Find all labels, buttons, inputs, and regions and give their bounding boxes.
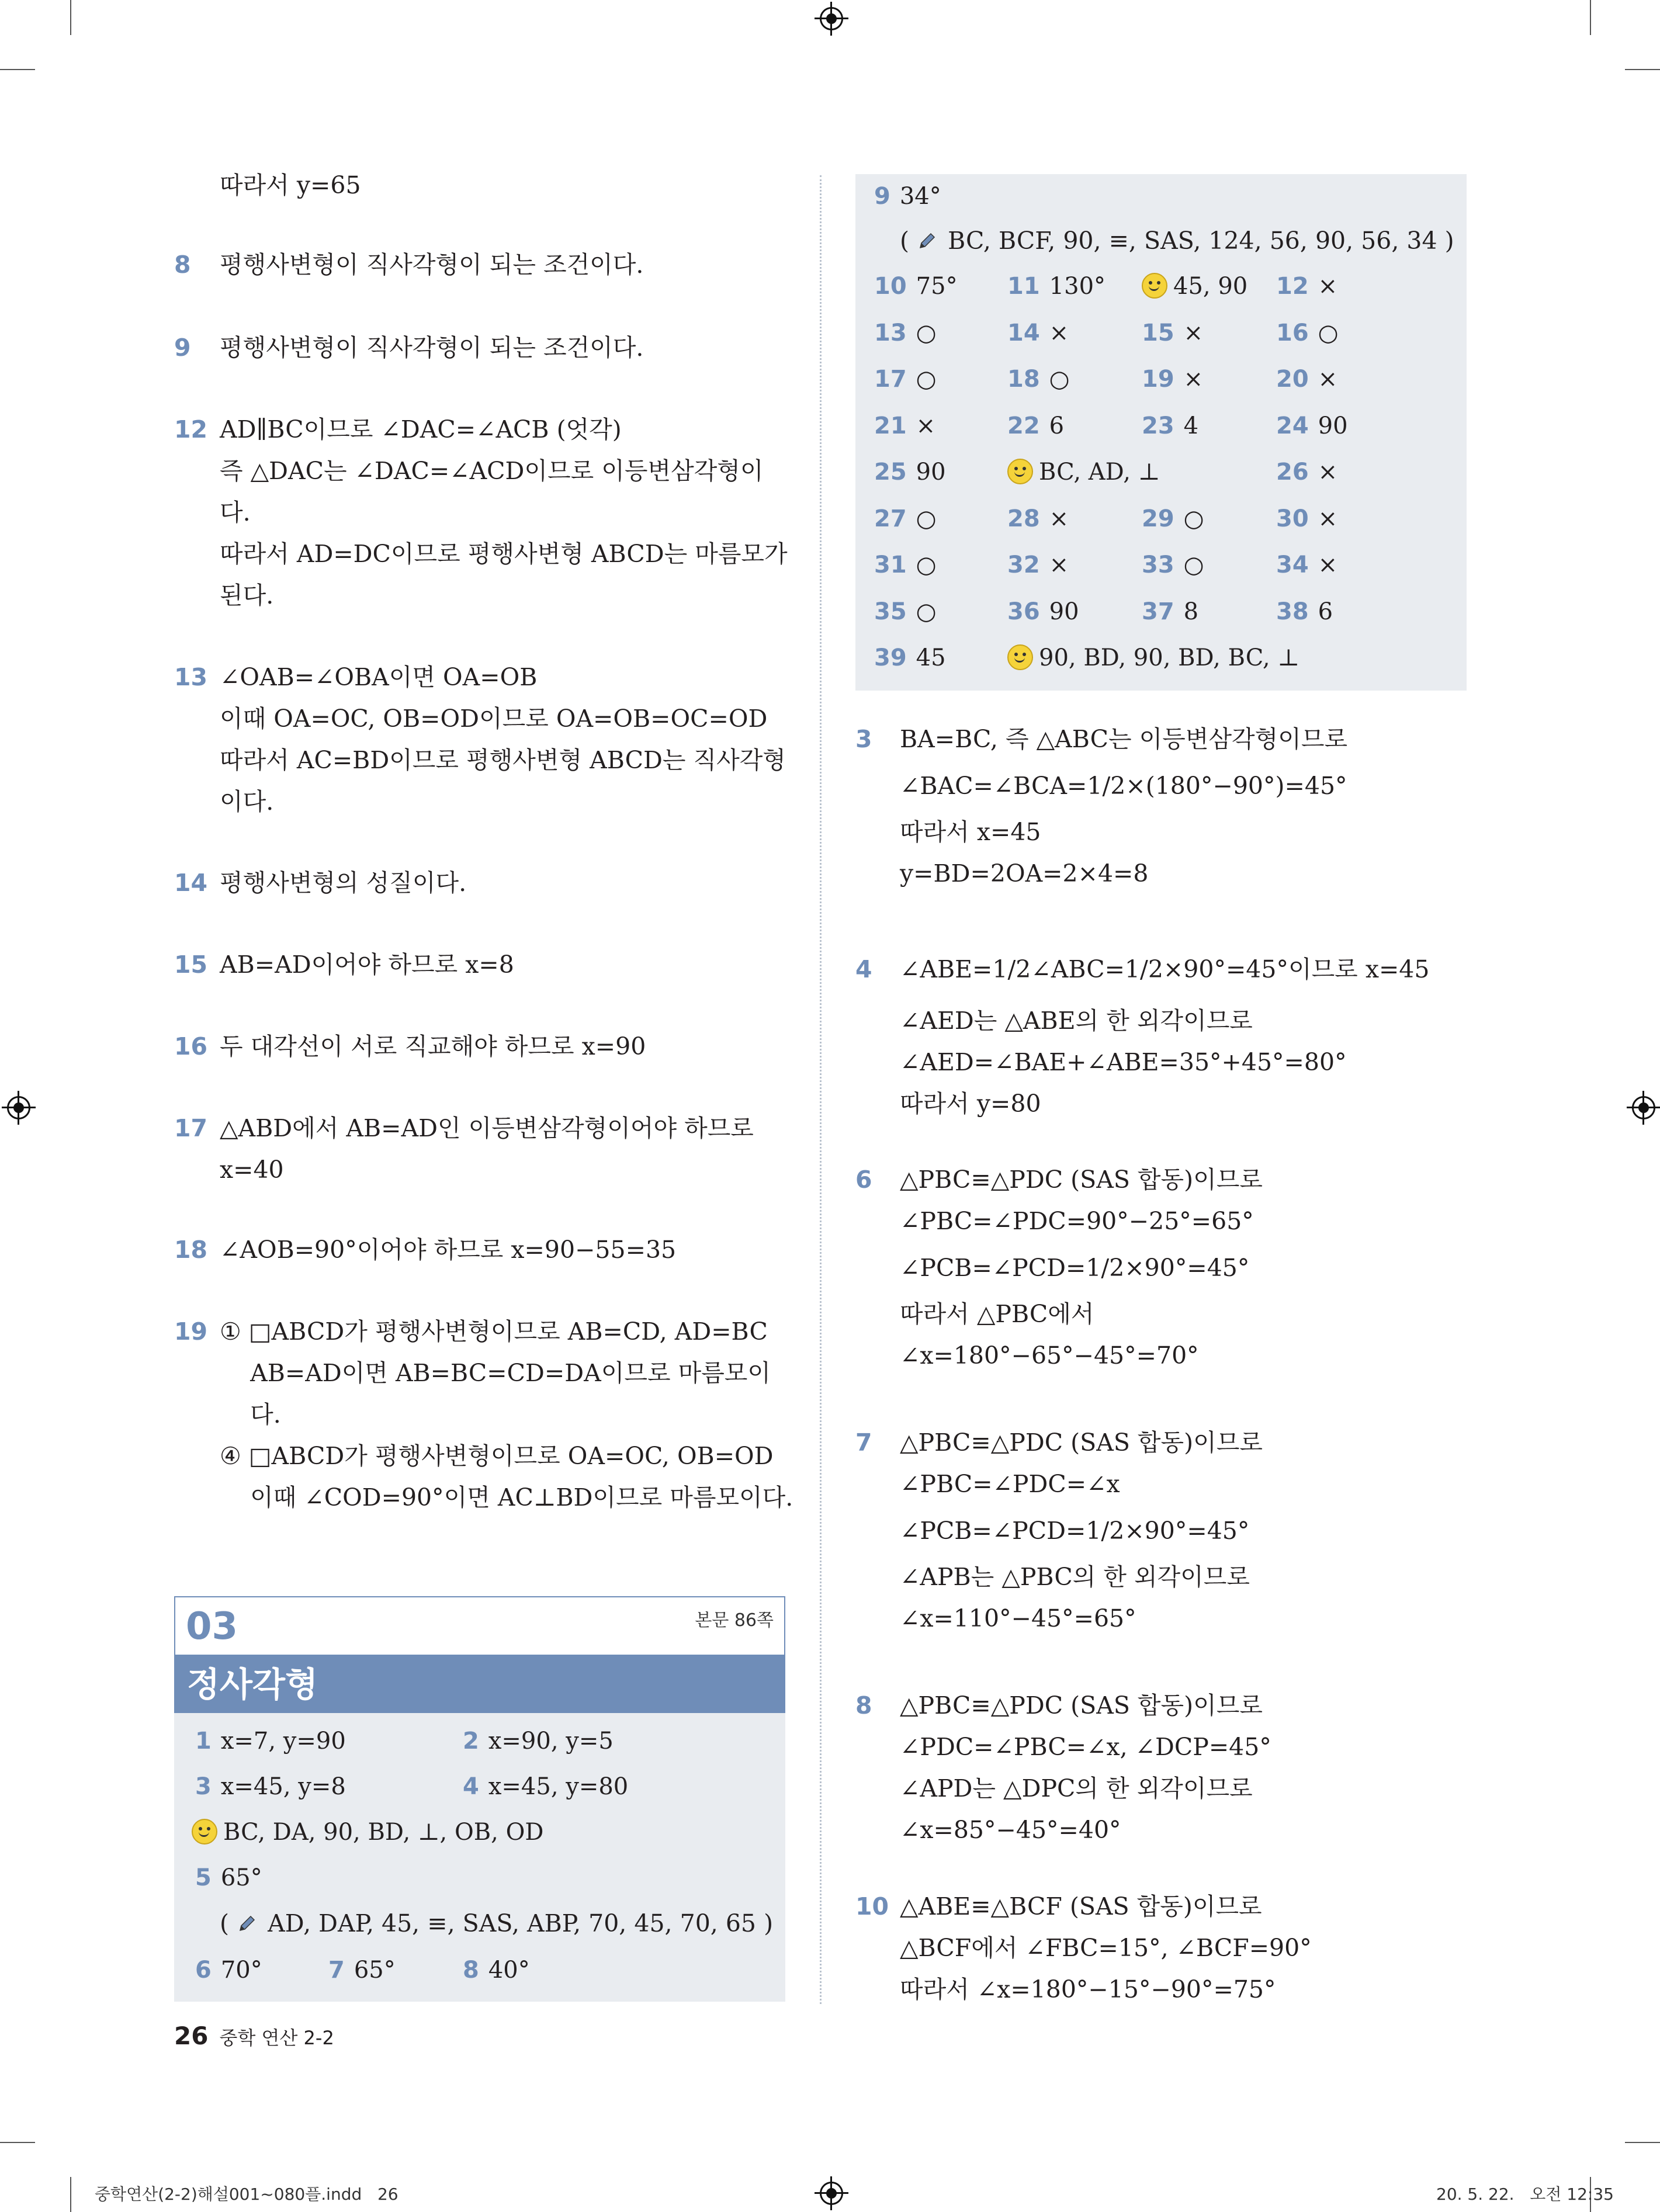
answer-line: 따라서 ∠x=180°−15°−90°=75° [900, 1975, 1276, 2003]
answer-cell [874, 594, 937, 629]
answer-cell [1007, 501, 1069, 536]
answer-line: ∠OAB=∠OBA이면 OA=OB [220, 663, 538, 691]
answer-value: x=45, y=80 [488, 1773, 629, 1800]
answer-value: x=90, y=5 [488, 1728, 614, 1755]
answer-line: 평행사변형의 성질이다. [220, 869, 467, 897]
answer-value: 90 [1318, 412, 1348, 439]
answer-line: BA=BC, 즉 △ABC는 이등변삼각형이므로 [900, 725, 1348, 753]
answer-value: × [1049, 319, 1069, 346]
answer-line: ∠BAC=∠BCA=1/2×(180°−90°)=45° [900, 772, 1347, 800]
answer-cell [1007, 269, 1105, 304]
answer-value: × [1049, 505, 1069, 532]
print-slug-file: 중학연산(2-2)해설001~080플.indd 26 [95, 2185, 398, 2204]
answer-cell [1142, 594, 1198, 629]
answer-number: 11 [1007, 273, 1040, 300]
answer-line: y=BD=2OA=2×4=8 [900, 859, 1149, 887]
answer-value: × [1183, 319, 1204, 346]
answer-value: 70° [220, 1957, 262, 1984]
answer-line: ∠PBC=∠PDC=∠x [900, 1470, 1120, 1498]
answer-number: 20 [1276, 366, 1309, 393]
answer-line: 이때 OA=OC, OB=OD이므로 OA=OB=OC=OD [220, 705, 768, 733]
answer-value: 8 [1183, 598, 1199, 625]
answer-cell [1007, 594, 1079, 629]
answer-cell [1142, 501, 1204, 536]
smile-icon [1007, 459, 1033, 484]
pencil-icon [917, 231, 937, 251]
answer-cell [874, 179, 941, 214]
answer-number: 12 [1276, 273, 1309, 300]
answer-line: △PBC≡△PDC (SAS 합동)이므로 [900, 1166, 1263, 1194]
answer-number: 10 [874, 273, 907, 300]
answer-number: 7 [328, 1957, 345, 1984]
section-answer-panel [174, 1713, 785, 2002]
answer-value: ○ [1183, 505, 1204, 532]
answer-number: 4 [855, 955, 872, 983]
answer-line: 따라서 x=45 [900, 818, 1041, 846]
answer-value: 6 [1049, 412, 1065, 439]
answer-cell [1276, 455, 1337, 490]
answer-value: 90, BD, 90, BD, BC, ⊥ [1039, 644, 1299, 671]
answer-summary-panel [855, 174, 1467, 691]
answer-value: 65° [220, 1864, 262, 1891]
answer-number: 15 [1142, 319, 1174, 346]
answer-line: ∠PDC=∠PBC=∠x, ∠DCP=45° [900, 1733, 1271, 1761]
answer-number: 3 [195, 1773, 212, 1800]
paren-close: ) [764, 1909, 774, 1937]
answer-number: 14 [1007, 319, 1040, 346]
answer-value: × [1318, 459, 1338, 486]
hint-text: AD, DAP, 45, ≡, SAS, ABP, 70, 45, 70, 65 [268, 1909, 757, 1937]
registration-mark-bottom [820, 2182, 843, 2205]
answer-value: BC, AD, ⊥ [1039, 459, 1160, 486]
answer-number: 13 [874, 319, 907, 346]
answer-number: 5 [195, 1864, 212, 1891]
section-number: 03 [186, 1605, 238, 1648]
answer-value: ○ [916, 366, 937, 393]
answer-line: ∠AOB=90°이어야 하므로 x=90−55=35 [220, 1236, 677, 1264]
answer-number: 30 [1276, 505, 1309, 532]
answer-value: 34° [899, 183, 941, 210]
answer-number: 17 [174, 1114, 208, 1142]
answer-cell [1276, 269, 1337, 304]
answer-value: × [916, 412, 936, 439]
answer-cell [1276, 547, 1337, 583]
answer-cell [1007, 408, 1064, 443]
answer-line: 즉 △DAC는 ∠DAC=∠ACD이므로 이등변삼각형이 [220, 457, 764, 485]
answer-line: 다. [220, 1400, 281, 1429]
answer-line: 따라서 y=80 [900, 1090, 1041, 1118]
answer-line: ① □ABCD가 평행사변형이므로 AB=CD, AD=BC [220, 1318, 768, 1346]
answer-cell [195, 1769, 346, 1804]
answer-number: 25 [874, 459, 907, 486]
answer-number: 21 [874, 412, 907, 439]
answer-line: ∠ABE=1/2∠ABC=1/2×90°=45°이므로 x=45 [900, 955, 1430, 983]
answer-line: x=40 [220, 1156, 284, 1184]
answer-cell [1276, 501, 1337, 536]
paren-open: ( [220, 1909, 229, 1937]
answer-number: 16 [1276, 319, 1309, 346]
answer-line: ④ □ABCD가 평행사변형이므로 OA=OC, OB=OD [220, 1442, 774, 1470]
answer-number: 10 [855, 1892, 889, 1920]
column-divider [820, 175, 822, 2004]
answer-cell [1007, 547, 1069, 583]
answer-line: △BCF에서 ∠FBC=15°, ∠BCF=90° [900, 1934, 1312, 1962]
section-page-ref: 본문 86쪽 [695, 1610, 774, 1631]
hint-line [900, 223, 1454, 258]
answer-line: AB=AD이어야 하므로 x=8 [220, 951, 514, 979]
answer-line: 두 대각선이 서로 직교해야 하므로 x=90 [220, 1032, 646, 1060]
answer-cell [195, 1724, 346, 1759]
answer-line: △PBC≡△PDC (SAS 합동)이므로 [900, 1691, 1263, 1719]
registration-mark-top [820, 7, 843, 30]
answer-line: ∠x=110°−45°=65° [900, 1604, 1136, 1632]
book-title: 중학 연산 2-2 [219, 2027, 334, 2049]
answer-number: 32 [1007, 552, 1040, 578]
answer-number: 1 [195, 1728, 212, 1755]
answer-value: 75° [916, 273, 958, 300]
page-footer [174, 2022, 334, 2050]
answer-number: 37 [1142, 598, 1174, 625]
answer-cell [463, 1724, 614, 1759]
answer-line: 따라서 △PBC에서 [900, 1300, 1094, 1328]
answer-line: AB=AD이면 AB=BC=CD=DA이므로 마름모이 [220, 1359, 771, 1387]
smile-icon [192, 1819, 217, 1845]
answer-cell [1142, 547, 1204, 583]
answer-value: × [1318, 273, 1338, 300]
answer-number: 2 [463, 1728, 479, 1755]
answer-number: 8 [174, 251, 191, 279]
smile-answer [1007, 455, 1160, 490]
answer-line: ∠APD는 △DPC의 한 외각이므로 [900, 1774, 1253, 1802]
answer-value: ○ [916, 505, 937, 532]
answer-value: 90 [916, 459, 946, 486]
answer-value: 40° [488, 1957, 530, 1984]
answer-line: AD∥BC이므로 ∠DAC=∠ACB (엇각) [220, 415, 622, 443]
answer-line: ∠APB는 △PBC의 한 외각이므로 [900, 1563, 1250, 1591]
answer-number: 12 [174, 415, 208, 443]
answer-number: 18 [1007, 366, 1040, 393]
answer-cell [874, 501, 937, 536]
answer-cell [1142, 362, 1203, 397]
answer-cell [874, 640, 946, 675]
section-title: 정사각형 [174, 1656, 785, 1713]
answer-number: 8 [855, 1691, 872, 1719]
answer-value: × [1049, 552, 1069, 578]
answer-value: × [1318, 552, 1338, 578]
answer-line: ∠AED=∠BAE+∠ABE=35°+45°=80° [900, 1048, 1347, 1076]
answer-number: 36 [1007, 598, 1040, 625]
paren-close: ) [1444, 227, 1454, 255]
answer-cell [195, 1860, 262, 1895]
answer-number: 22 [1007, 412, 1040, 439]
answer-cell [874, 408, 935, 443]
answer-number: 17 [874, 366, 907, 393]
answer-number: 4 [463, 1773, 479, 1800]
section-header [174, 1596, 785, 1656]
answer-line: 평행사변형이 직사각형이 되는 조건이다. [220, 334, 644, 362]
answer-number: 39 [874, 644, 907, 671]
crop-mark-bl-v [70, 2177, 71, 2212]
answer-number: 19 [174, 1318, 208, 1346]
hint-text: BC, BCF, 90, ≡, SAS, 124, 56, 90, 56, 34 [948, 227, 1437, 255]
answer-number: 31 [874, 552, 907, 578]
answer-value: 4 [1183, 412, 1199, 439]
answer-value: ○ [1183, 552, 1204, 578]
answer-line: ∠AED는 △ABE의 한 외각이므로 [900, 1007, 1253, 1035]
answer-cell [1276, 408, 1348, 443]
answer-number: 24 [1276, 412, 1309, 439]
answer-line: ∠PBC=∠PDC=90°−25°=65° [900, 1207, 1254, 1235]
answer-number: 7 [855, 1429, 872, 1457]
hint-line [220, 1906, 773, 1941]
answer-number: 33 [1142, 552, 1174, 578]
print-slug-date: 20. 5. 22. 오전 12:35 [1436, 2185, 1614, 2204]
answer-number: 29 [1142, 505, 1174, 532]
answer-value: × [1183, 366, 1204, 393]
answer-number: 3 [855, 725, 872, 753]
answer-value: 45 [916, 644, 946, 671]
answer-value: BC, DA, 90, BD, ⊥, OB, OD [223, 1819, 544, 1846]
answer-number: 38 [1276, 598, 1309, 625]
answer-number: 14 [174, 869, 208, 897]
answer-cell [463, 1769, 628, 1804]
smile-answer [1007, 640, 1299, 675]
answer-value: × [1318, 366, 1338, 393]
smile-answer [192, 1815, 543, 1850]
answer-line: 따라서 AD=DC이므로 평행사변형 ABCD는 마름모가 [220, 540, 788, 568]
answer-value: 45, 90 [1173, 273, 1248, 300]
page-number: 26 [174, 2022, 209, 2050]
answer-line: 이때 ∠COD=90°이면 AC⊥BD이므로 마름모이다. [220, 1483, 793, 1511]
intro-line: 따라서 y=65 [220, 171, 361, 199]
answer-value: 90 [1049, 598, 1079, 625]
answer-value: ○ [1049, 366, 1070, 393]
answer-number: 27 [874, 505, 907, 532]
answer-cell [1276, 594, 1333, 629]
answer-number: 28 [1007, 505, 1040, 532]
registration-mark-right [1632, 1096, 1655, 1119]
answer-cell [463, 1953, 530, 1988]
answer-number: 16 [174, 1032, 208, 1060]
answer-value: ○ [916, 319, 937, 346]
answer-number: 9 [874, 183, 890, 210]
answer-line: △ABE≡△BCF (SAS 합동)이므로 [900, 1892, 1262, 1920]
crop-mark-bl-h [0, 2142, 35, 2143]
crop-mark-br-h [1625, 2142, 1660, 2143]
answer-cell [1276, 315, 1339, 351]
answer-number: 6 [195, 1957, 212, 1984]
answer-value: 6 [1318, 598, 1333, 625]
answer-cell [874, 269, 958, 304]
smile-answer [1142, 269, 1247, 304]
answer-number: 15 [174, 951, 208, 979]
answer-line: △PBC≡△PDC (SAS 합동)이므로 [900, 1429, 1263, 1457]
answer-line: 다. [220, 498, 251, 526]
answer-cell [874, 455, 946, 490]
answer-cell [874, 547, 937, 583]
answer-line: 된다. [220, 581, 274, 609]
answer-line: ∠PCB=∠PCD=1/2×90°=45° [900, 1517, 1250, 1545]
crop-mark-tr-v [1590, 0, 1591, 35]
answer-cell [328, 1953, 396, 1988]
answer-number: 6 [855, 1166, 872, 1194]
answer-line: 따라서 AC=BD이므로 평행사변형 ABCD는 직사각형 [220, 746, 786, 774]
answer-value: 130° [1049, 273, 1106, 300]
answer-cell [1142, 315, 1203, 351]
answer-cell [1007, 362, 1070, 397]
answer-value: × [1318, 505, 1338, 532]
crop-mark-tl-h [0, 69, 35, 70]
answer-value: ○ [916, 598, 937, 625]
answer-number: 23 [1142, 412, 1174, 439]
answer-value: ○ [916, 552, 937, 578]
answer-number: 34 [1276, 552, 1309, 578]
answer-cell [874, 315, 937, 351]
paren-open: ( [900, 227, 909, 255]
answer-cell [1142, 408, 1198, 443]
answer-cell [874, 362, 937, 397]
answer-line: ∠x=85°−45°=40° [900, 1816, 1121, 1844]
answer-cell [1007, 315, 1069, 351]
answer-number: 19 [1142, 366, 1174, 393]
smile-icon [1007, 644, 1033, 670]
smile-icon [1142, 273, 1167, 299]
answer-value: ○ [1318, 319, 1339, 346]
answer-value: x=7, y=90 [220, 1728, 346, 1755]
answer-value: x=45, y=8 [220, 1773, 346, 1800]
answer-cell [1276, 362, 1337, 397]
answer-line: 이다. [220, 788, 274, 816]
crop-mark-tl-v [70, 0, 71, 35]
answer-number: 8 [463, 1957, 479, 1984]
answer-line: △ABD에서 AB=AD인 이등변삼각형이어야 하므로 [220, 1114, 754, 1142]
crop-mark-tr-h [1625, 69, 1660, 70]
answer-number: 26 [1276, 459, 1309, 486]
answer-value: 65° [354, 1957, 396, 1984]
answer-number: 9 [174, 334, 191, 362]
answer-line: ∠PCB=∠PCD=1/2×90°=45° [900, 1254, 1250, 1282]
pencil-icon [237, 1914, 257, 1934]
answer-number: 35 [874, 598, 907, 625]
registration-mark-left [7, 1096, 30, 1119]
answer-number: 13 [174, 663, 208, 691]
answer-line: 평행사변형이 직사각형이 되는 조건이다. [220, 251, 644, 279]
answer-cell [195, 1953, 262, 1988]
answer-number: 18 [174, 1236, 208, 1264]
answer-line: ∠x=180°−65°−45°=70° [900, 1341, 1199, 1370]
